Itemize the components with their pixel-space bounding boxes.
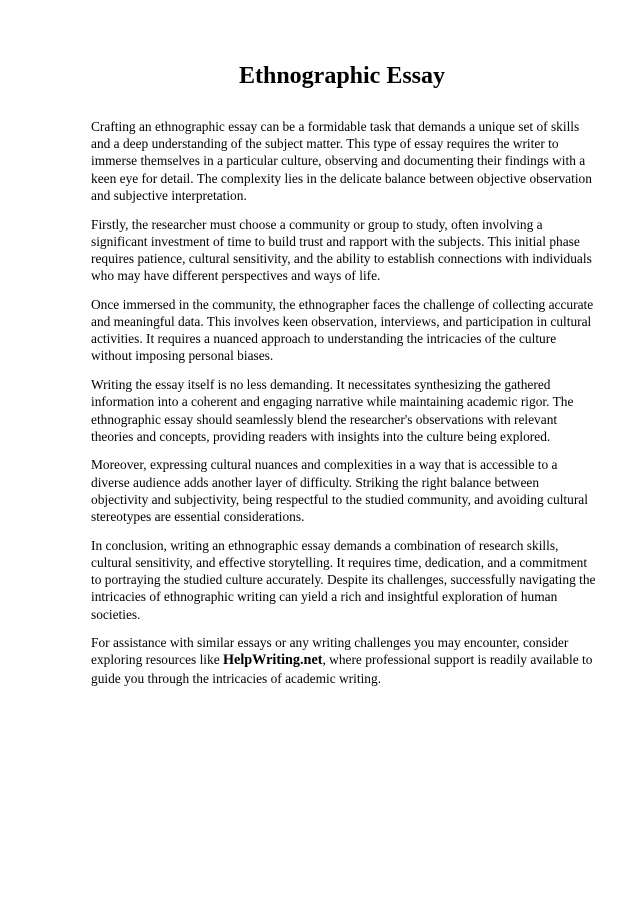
- brand-link[interactable]: HelpWriting.net: [223, 652, 323, 669]
- closing-paragraph: [91, 634, 597, 687]
- paragraph-3: Once immersed in the community, the ethnographer faces the challenge of collecting accurate and meaningful data. This involves keen observation, interviews, and participation in cultural activities. It requires a nuanced approach to understanding the intricacies of the culture without imposing personal biases.: [91, 296, 594, 364]
- paragraph-5: Moreover, expressing cultural nuances and complexities in a way that is accessible to a diverse audience adds another layer of difficulty. Striking the right balance between objectivity and subjectivity, being respectful to the studied community, and avoiding cultural stereotypes are essential considerations.: [91, 457, 588, 525]
- paragraph-4: Writing the essay itself is no less demanding. It necessitates synthesizing the gathered information into a coherent and engaging narrative while maintaining academic rigor. The ethnographic essay should seamlessly blend the researcher's observations with relevant theories and concepts, providing readers with insights into the culture being explored.: [91, 377, 574, 444]
- closing-text-before: For assistance with similar essays or any writing challenges you may encounter, consider exploring resources like: [91, 635, 569, 668]
- paragraph-1: Crafting an ethnographic essay can be a formidable task that demands a unique set of skills and a deep understanding of the subject matter. This type of essay requires the writer to immerse themselves in a particular culture, observing and documenting their findings with a keen eye for detail. The complexity lies in the delicate balance between objective observation and subjective interpretation.: [91, 119, 592, 203]
- closing-text-after: , where professional support is readily available to guide you through the intricacies of academic writing.: [91, 652, 593, 686]
- paragraph-2: Firstly, the researcher must choose a community or group to study, often involving a significant investment of time to build trust and rapport with the subjects. This initial phase requires patience, cultural sensitivity, and the ability to establish connections with individuals who may have different perspectives and ways of life.: [91, 216, 592, 284]
- paragraph-6: In conclusion, writing an ethnographic essay demands a combination of research skills, cultural sensitivity, and effective storytelling. It requires time, dedication, and a commitment to portraying the studied culture accurately. Despite its challenges, successfully navigating the intricacies of ethnographic writing can yield a rich and insightful exploration of human societies.: [91, 537, 596, 622]
- page-title: Ethnographic Essay: [238, 63, 446, 89]
- essay-body: [91, 118, 597, 698]
